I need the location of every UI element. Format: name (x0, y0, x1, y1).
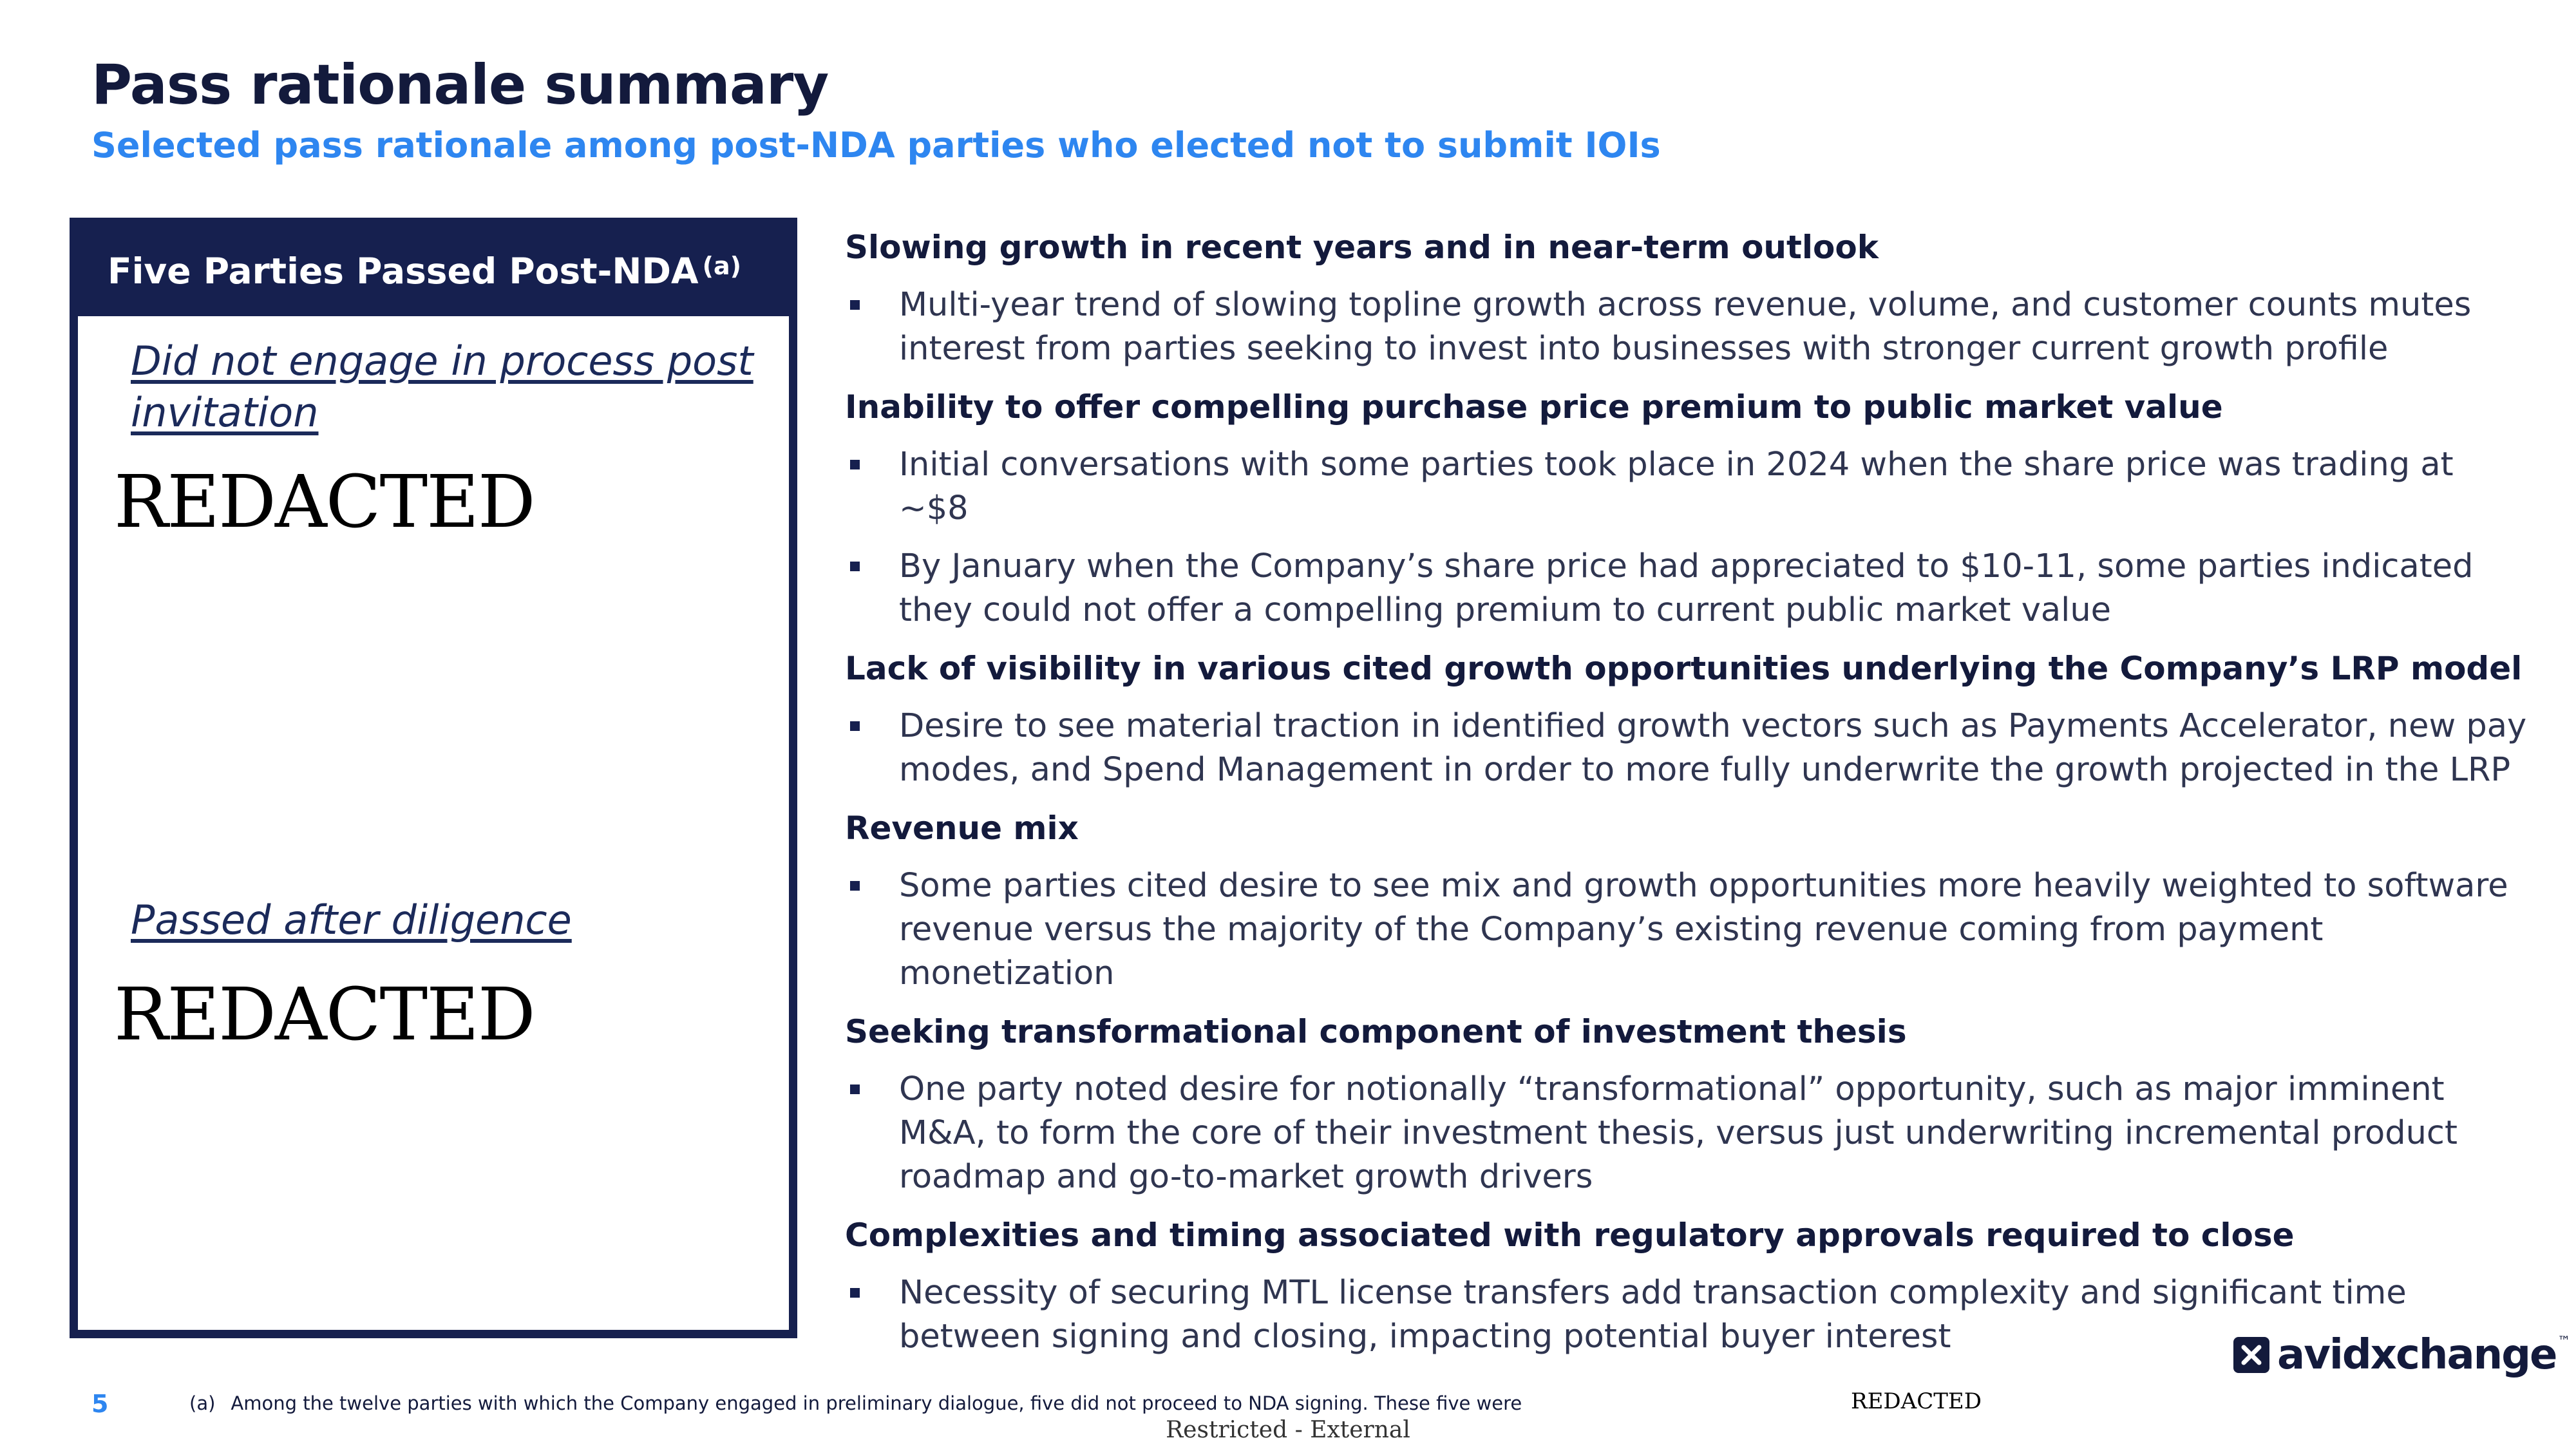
section-label-passed-after-diligence: Passed after diligence (131, 896, 572, 943)
rationale-heading: Revenue mix (845, 810, 1079, 847)
rationale-heading: Complexities and timing associated with regulatory approvals required to close (845, 1217, 2295, 1254)
classification-label: Restricted - External (1166, 1417, 1410, 1443)
rationale-list (845, 225, 2532, 1373)
rationale-bullet: Initial conversations with some parties took place in 2024 when the share price was trading at ~$8 (845, 443, 2532, 531)
rationale-bullet: Necessity of securing MTL license transfers add transaction complexity and significant time between signing and closing, impacting potential buyer interest (845, 1271, 2532, 1359)
logo-trademark: ™ (2557, 1333, 2571, 1349)
bullet-square-icon (850, 1288, 860, 1298)
bullet-square-icon (850, 1084, 860, 1094)
page-title: Pass rationale summary (91, 53, 829, 117)
footnote (189, 1392, 1522, 1414)
rationale-bullet: Some parties cited desire to see mix and growth opportunities more heavily weighted to software revenue versus the majority of the Company’s existing revenue coming from payment monetization (845, 864, 2532, 996)
footnote-text: Among the twelve parties with which the Company engaged in preliminary dialogue, five did not proceed to NDA signing. These five were (231, 1392, 1522, 1414)
panel-header (78, 226, 789, 316)
bullet-square-icon (850, 300, 860, 310)
footnote-marker: (a) (189, 1392, 216, 1414)
page-number: 5 (91, 1390, 109, 1418)
rationale-bullet: One party noted desire for notionally “transformational” opportunity, such as major imminent M&A, to form the core of their investment thesis, versus just underwriting incremental product roadmap and go-to-market growth drivers (845, 1068, 2532, 1199)
redacted-block-1: REDACTED (114, 460, 535, 544)
rationale-heading: Slowing growth in recent years and in near-term outlook (845, 229, 1879, 266)
panel-footnote-ref: (a) (702, 252, 741, 280)
redacted-block-2: REDACTED (114, 973, 535, 1057)
bullet-square-icon (850, 881, 860, 891)
avidxchange-logo (2233, 1329, 2570, 1381)
rationale-bullet: Desire to see material traction in identified growth vectors such as Payments Accelerator, new pay modes, and Spend Management in order to more fully underwrite the growth projected in the LRP (845, 705, 2532, 792)
rationale-bullet: Multi-year trend of slowing topline growth across revenue, volume, and customer counts mutes interest from parties seeking to invest into businesses with stronger current growth profile (845, 283, 2532, 371)
rationale-heading: Lack of visibility in various cited growth opportunities underlying the Company’s LRP model (845, 650, 2523, 687)
rationale-bullet: By January when the Company’s share price had appreciated to $10-11, some parties indicated they could not offer a compelling premium to current public market value (845, 545, 2532, 632)
page-subtitle: Selected pass rationale among post-NDA parties who elected not to submit IOIs (91, 125, 1661, 166)
logo-x-icon (2233, 1337, 2269, 1373)
section-label-did-not-engage: Did not engage in process post invitation (131, 337, 753, 436)
panel-header-text: Five Parties Passed Post-NDA (108, 251, 699, 292)
bullet-square-icon (850, 721, 860, 731)
passed-parties-panel (70, 218, 797, 1338)
rationale-heading: Seeking transformational component of investment thesis (845, 1013, 1907, 1050)
bullet-square-icon (850, 562, 860, 571)
footnote-redacted: REDACTED (1851, 1388, 1982, 1414)
logo-text: avidxchange (2277, 1331, 2557, 1379)
bullet-square-icon (850, 460, 860, 469)
rationale-heading: Inability to offer compelling purchase price premium to public market value (845, 388, 2223, 426)
